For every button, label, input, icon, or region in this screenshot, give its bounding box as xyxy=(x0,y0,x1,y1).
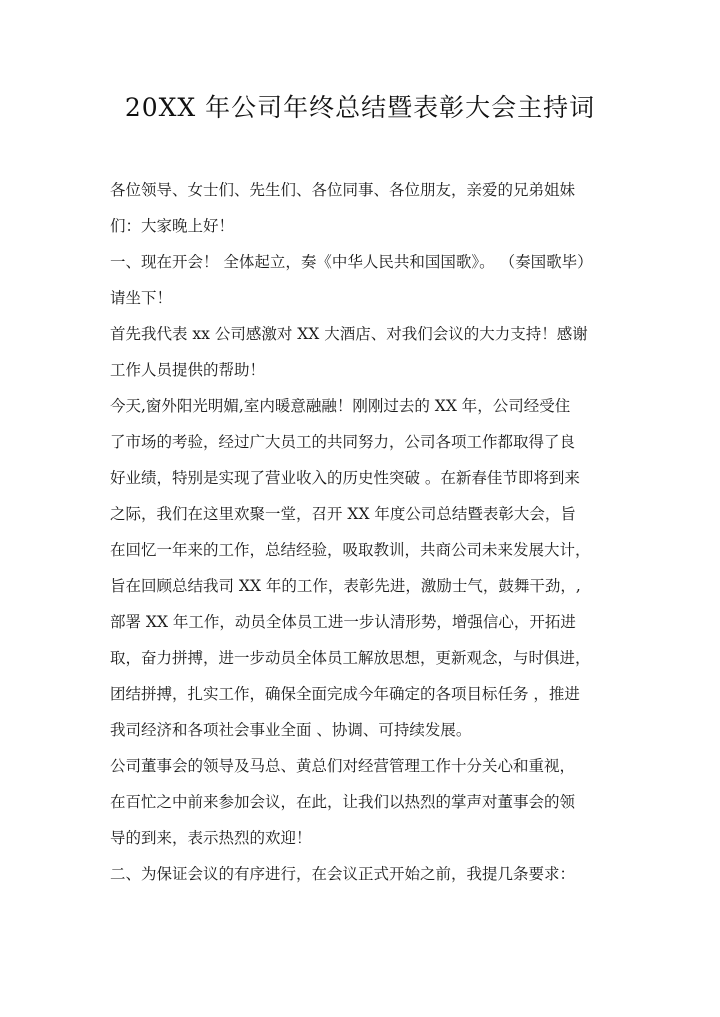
body-line: 了市场的考验，经过广大员工的共同努力，公司各项工作都取得了良 xyxy=(110,433,576,451)
body-line: 部署 XX 年工作，动员全体员工进一步认清形势，增强信心，开拓进 xyxy=(110,613,576,631)
document-title: 20XX 年公司年终总结暨表彰大会主持词 xyxy=(124,93,596,122)
body-line: 一、现在开会！ 全体起立，奏《中华人民共和国国歌》。 （奏国歌毕） xyxy=(110,253,593,271)
body-line: 在回忆一年来的工作，总结经验，吸取教训，共商公司未来发展大计， xyxy=(110,541,591,559)
body-line: 今天,窗外阳光明媚,室内暖意融融！刚刚过去的 XX 年，公司经受住 xyxy=(110,397,571,415)
body-line: 之际，我们在这里欢聚一堂，召开 XX 年度公司总结暨表彰大会，旨 xyxy=(110,505,576,523)
body-line: 取，奋力拼搏，进一步动员全体员工解放思想，更新观念，与时俱进， xyxy=(110,649,591,667)
body-line: 我司经济和各项社会事业全面 、协调、可持续发展。 xyxy=(110,721,472,739)
body-line: 在百忙之中前来参加会议，在此，让我们以热烈的掌声对董事会的领 xyxy=(110,793,576,811)
body-line: 公司董事会的领导及马总、黄总们对经营管理工作十分关心和重视， xyxy=(110,757,576,775)
document-body xyxy=(110,172,630,892)
body-line: 们：大家晚上好！ xyxy=(110,217,235,235)
body-line: 二、为保证会议的有序进行，在会议正式开始之前，我提几条要求： xyxy=(110,865,576,883)
body-line: 团结拼搏，扎实工作，确保全面完成今年确定的各项目标任务 ，推进 xyxy=(110,685,580,703)
body-line: 工作人员提供的帮助！ xyxy=(110,361,266,379)
body-line: 导的到来，表示热烈的欢迎！ xyxy=(110,829,312,847)
body-line: 请坐下！ xyxy=(110,289,173,307)
body-line: 好业绩，特别是实现了营业收入的历史性突破 。在新春佳节即将到来 xyxy=(110,469,580,487)
body-line: 各位领导、女士们、先生们、各位同事、各位朋友，亲爱的兄弟姐妹 xyxy=(110,181,576,199)
body-line: 旨在回顾总结我司 XX 年的工作，表彰先进，激励士气，鼓舞干劲，, xyxy=(110,577,581,595)
body-line: 首先我代表 xx 公司感激对 XX 大酒店、对我们会议的大力支持！感谢 xyxy=(110,325,588,343)
